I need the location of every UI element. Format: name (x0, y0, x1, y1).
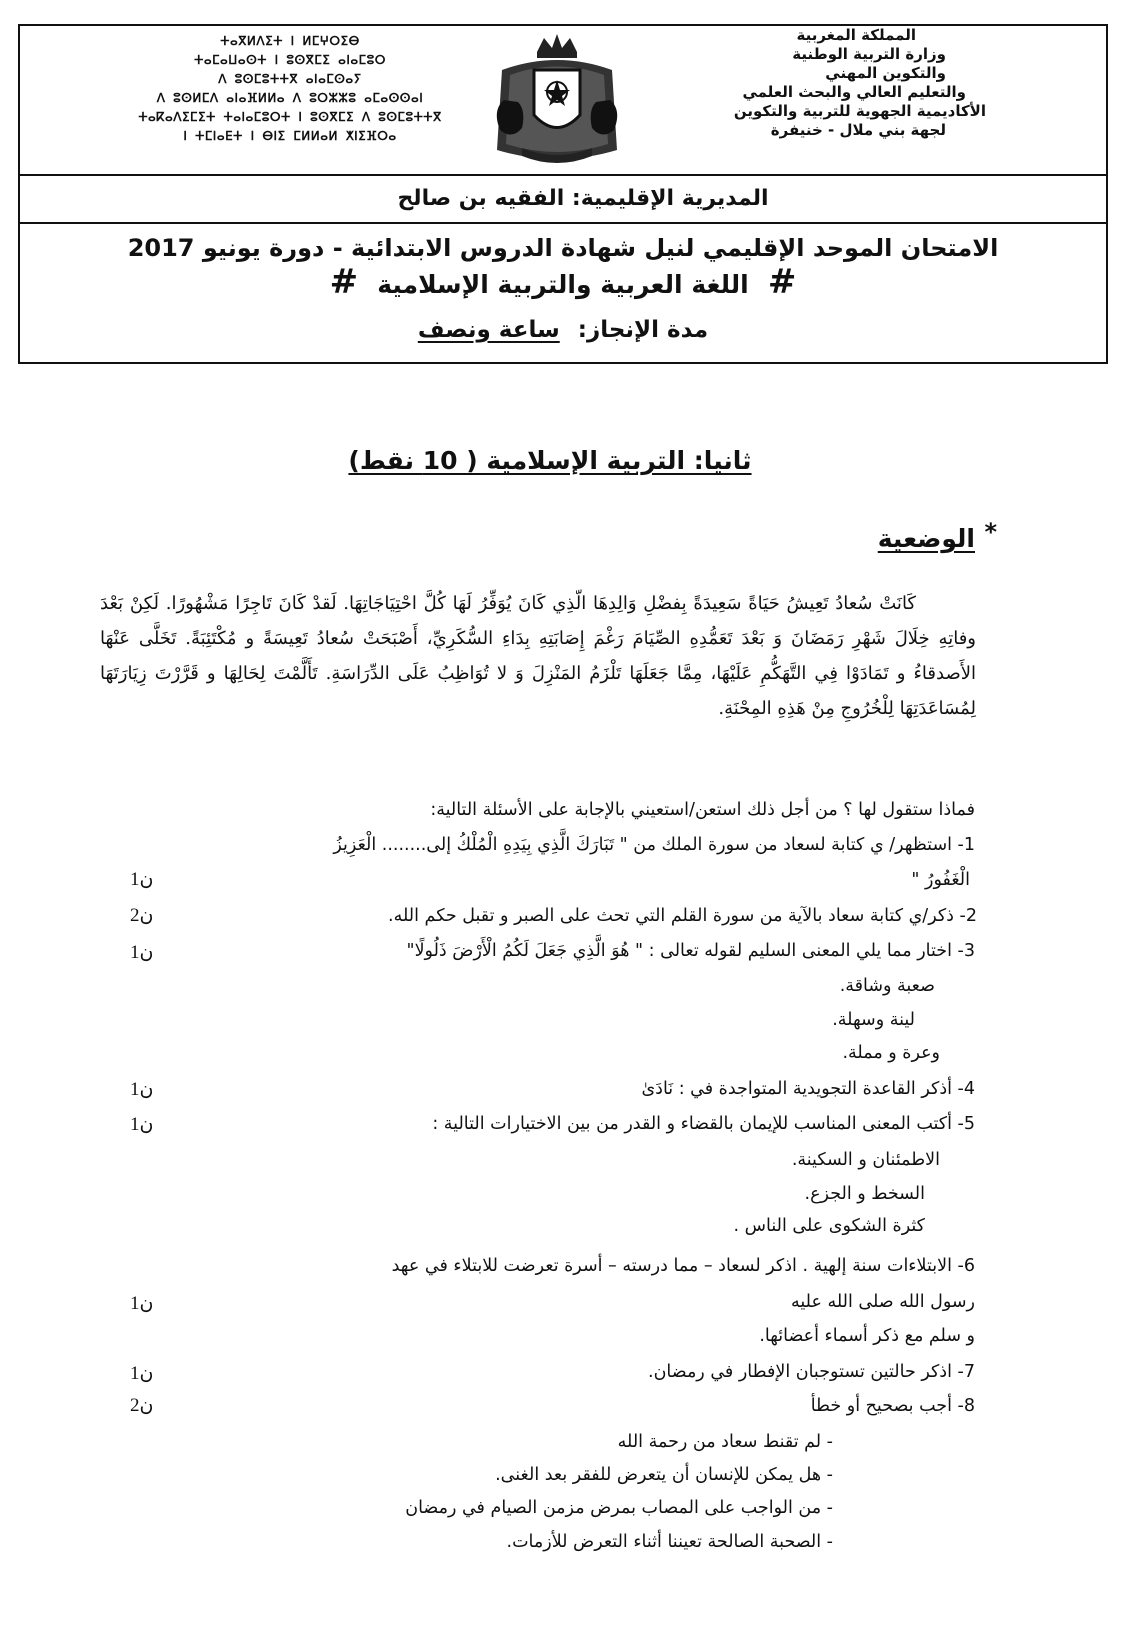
question-2: 2- ذكر/ي كتابة سعاد بالآية من سورة القلم التي تحث على الصبر و تقبل حكم الله. (388, 906, 977, 926)
question-8-item: - الصحبة الصالحة تعيننا أثناء التعرض للأزمات. (506, 1532, 833, 1552)
question-4-points: 1ن (130, 1079, 154, 1100)
section-heading: ثانيا: التربية الإسلامية ( 10 نقط) (348, 446, 752, 475)
question-6-line-2: رسول الله صلى الله عليه (791, 1292, 975, 1312)
question-5-option: الاطمئنان و السكينة. (791, 1150, 940, 1170)
question-8: 8- أجب بصحيح أو خطأ (810, 1396, 975, 1416)
region-line: لجهة بني ملال - خنيفرة (770, 121, 946, 139)
subject-title: اللغة العربية والتربية الإسلامية (377, 270, 749, 299)
tifinagh-line: ⴷ ⵓⵙⵎⵓⵜⵜⴳ ⴰⵏⴰⵎⵙⴰⵢ (218, 72, 362, 86)
question-3-option: صعبة وشاقة. (839, 976, 935, 996)
question-8-item: - هل يمكن للإنسان أن يتعرض للفقر بعد الغنى. (495, 1465, 833, 1485)
tifinagh-line: ⴷ ⵓⵙⵍⵎⴷ ⴰⵏⴰⴼⵍⵍⴰ ⴷ ⵓⵔⵣⵣⵓ ⴰⵎⴰⵙⵙⴰⵏ (156, 91, 424, 105)
question-6-line-3: و سلم مع ذكر أسماء أعضائها. (759, 1326, 975, 1346)
directorate-row (20, 176, 1106, 224)
question-1-points: 1ن (130, 869, 154, 890)
exam-header (18, 24, 1108, 364)
question-3-option: لينة وسهلة. (832, 1010, 915, 1030)
questions-intro: فماذا ستقول لها ؟ من أجل ذلك استعن/استعيني بالإجابة على الأسئلة التالية: (430, 800, 975, 820)
question-1-line-1: 1- استظهر/ ي كتابة لسعاد من سورة الملك من " تَبَارَكَ الَّذِي بِيَدِهِ الْمُلْكُ إلى........ الْعَزِيزُ (333, 835, 975, 855)
question-3-points: 1ن (130, 942, 154, 963)
star-icon: * (984, 518, 997, 546)
exam-title: الامتحان الموحد الإقليمي لنيل شهادة الدروس الابتدائية - دورة يونيو 2017 (127, 234, 999, 262)
question-7-points: 1ن (130, 1363, 154, 1384)
question-2-points: 2ن (130, 905, 154, 926)
question-8-points: 2ن (130, 1395, 154, 1416)
hash-mark-icon: # (329, 262, 359, 302)
question-1-line-2: الْغَفُورُ " (911, 870, 970, 890)
situation-title: الوضعية (877, 524, 975, 553)
question-5-points: 1ن (130, 1114, 154, 1135)
situation-paragraph: كَانَتْ سُعادُ تَعِيشُ حَيَاةً سَعِيدَةً بِفضْلِ وَالِدِهَا الّذِي كَانَ يُوَفِّرُ لَهَا كُلَّ احْتِيَاجَاتِهَا. لَقدْ كَانَ تَاجِرًا مَشْهُورًا. لَكِنْ بَعْدَ وفاتِهِ خِلَالَ شَهْرِ رَمَضَانَ وَ بَعْدَ تَعَمُّدِهِ الصِّيَامَ رَغْمَ إِصَابَتِهِ بِدَاءِ السُّكَرِيِّ، أَصْبَحَتْ سُعادُ تَعِيسَةً و مُكْتَئِبَةً. تَخَلَّى عَنْهَا الأَصدقاءُ و تَمَادَوْا فِي التَّهَكُّمِ عَلَيْهَا، مِمَّا جَعَلَهَا تَلْزَمُ المَنْزِلَ وَ لا تُوَاظِبُ عَلَى الدِّرَاسَةِ. تَأَلَّمْتَ لِحَالِهَا و قَرَّرْتَ زِيَارَتَهَا لِمُسَاعَدَتِهَا لِلْخُرُوجِ مِنْ هَذِهِ المِحْنَةِ. (100, 593, 976, 719)
duration-label: مدة الإنجاز: (577, 317, 709, 343)
duration-value: ساعة ونصف (417, 317, 560, 343)
question-6-points: 1ن (130, 1293, 154, 1314)
question-8-item: - من الواجب على المصاب بمرض مزمن الصيام في رمضان (405, 1498, 833, 1518)
question-7: 7- اذكر حالتين تستوجبان الإفطار في رمضان. (648, 1362, 975, 1382)
tifinagh-block (80, 32, 500, 146)
kingdom-line: المملكة المغربية (796, 26, 916, 44)
question-3-option: وعرة و مملة. (842, 1043, 940, 1063)
ministry-banner (20, 26, 1106, 176)
tifinagh-line: ⵜⴰⴽⴰⴷⵉⵎⵉⵜ ⵜⴰⵏⴰⵎⵓⵔⵜ ⵏ ⵓⵙⴳⵎⵉ ⴷ ⵓⵙⵎⵓⵜⵜⴳ (138, 110, 442, 124)
tifinagh-line: ⵜⴰⴳⵍⴷⵉⵜ ⵏ ⵍⵎⵖⵔⵉⴱ (220, 34, 360, 48)
arabic-ministry-block (606, 26, 986, 140)
hash-mark-icon: # (767, 262, 797, 302)
question-5: 5- أكتب المعنى المناسب للإيمان بالقضاء و القدر من بين الاختيارات التالية : (432, 1114, 975, 1134)
question-6-line-1: 6- الابتلاءات سنة إلهية . اذكر لسعاد – مما درسته – أسرة تعرضت للابتلاء في عهد (391, 1256, 975, 1276)
directorate-title: المديرية الإقليمية: الفقيه بن صالح (397, 186, 769, 211)
ministry-line: وزارة التربية الوطنية (792, 45, 946, 63)
subject-row (20, 262, 1106, 302)
ministry-line: والتعليم العالي والبحث العلمي (742, 83, 966, 101)
question-3: 3- اختار مما يلي المعنى السليم لقوله تعالى : " هُوَ الَّذِي جَعَلَ لَكُمُ الْأَرْضَ ذَلُولًا" (406, 941, 975, 961)
academy-line: الأكاديمية الجهوية للتربية والتكوين (733, 102, 986, 120)
duration-row (20, 310, 1106, 350)
situation-heading (877, 518, 997, 553)
tifinagh-line: ⵜⴰⵎⴰⵡⴰⵙⵜ ⵏ ⵓⵙⴳⵎⵉ ⴰⵏⴰⵎⵓⵔ (194, 53, 386, 67)
question-5-option: كثرة الشكوى على الناس . (733, 1216, 925, 1236)
question-4: 4- أذكر القاعدة التجويدية المتواجدة في : نَادَىٰ (641, 1079, 975, 1099)
question-5-option: السخط و الجزع. (804, 1184, 925, 1204)
tifinagh-line: ⵏ ⵜⵎⵏⴰⴹⵜ ⵏ ⴱⵏⵉ ⵎⵍⵍⴰⵍ ⵅⵏⵉⴼⵔⴰ (183, 129, 397, 143)
ministry-line: والتكوين المهني (825, 64, 946, 82)
question-8-item: - لم تقنط سعاد من رحمة الله (617, 1432, 833, 1452)
